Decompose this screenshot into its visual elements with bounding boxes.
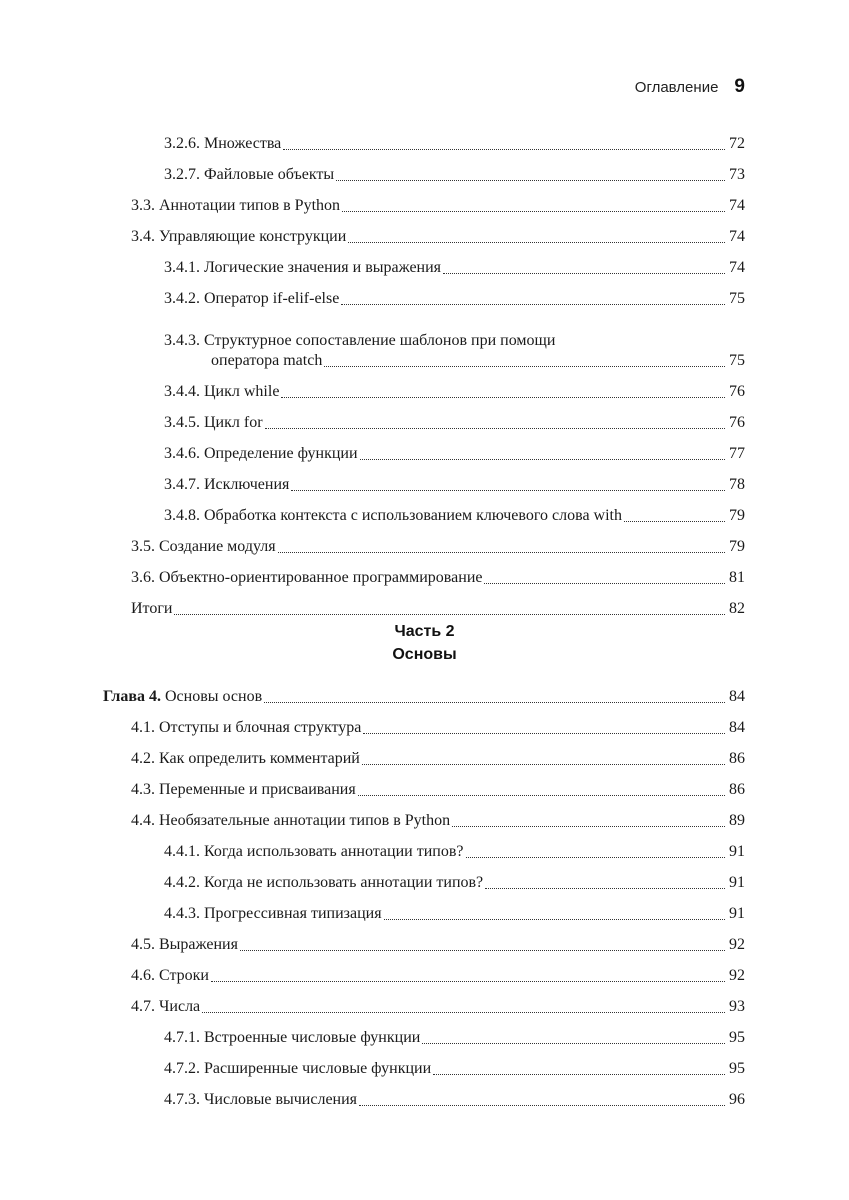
toc-entry-title: Цикл for: [204, 414, 263, 431]
toc-entry-number: 4.4.: [131, 812, 155, 829]
toc-entry-page: 75: [729, 352, 745, 369]
toc-entry-title: Создание модуля: [159, 538, 276, 555]
toc-entry-number: 3.4.8.: [164, 507, 200, 524]
toc-entry: [0, 831, 849, 862]
toc-entry: [0, 1048, 849, 1079]
toc-entry-number: 4.6.: [131, 967, 155, 984]
toc-entry-number: 4.7.3.: [164, 1091, 200, 1108]
leader-dots: [624, 521, 725, 522]
toc-entry-number: 3.4.6.: [164, 445, 200, 462]
toc-entry-page: 91: [729, 843, 745, 860]
leader-dots: [443, 273, 725, 274]
toc-entry-page: 92: [729, 967, 745, 984]
toc-entry-title: Аннотации типов в Python: [159, 197, 341, 214]
toc-entry: [0, 526, 849, 557]
toc-section-top: [0, 123, 849, 619]
toc-entry-page: 74: [729, 197, 745, 214]
toc-entry-title: Расширенные числовые функции: [204, 1060, 432, 1077]
toc-entry-title: Итоги: [131, 600, 173, 617]
toc-entry-number: 3.2.6.: [164, 135, 200, 152]
toc-entry: [0, 738, 849, 769]
toc-entry: [0, 371, 849, 402]
toc-entry-title: Исключения: [204, 476, 290, 493]
toc-entry-title: Управляющие конструкции: [159, 228, 347, 245]
toc-entry-number: 4.1.: [131, 719, 155, 736]
toc-entry: [0, 769, 849, 800]
toc-entry-title: Встроенные числовые функции: [204, 1029, 421, 1046]
toc-entry-title: Когда не использовать аннотации типов?: [204, 874, 484, 891]
toc-entry: [0, 402, 849, 433]
toc-entry-page: 79: [729, 507, 745, 524]
toc-entry: [0, 862, 849, 893]
toc-entry-page: 86: [729, 750, 745, 767]
leader-dots: [291, 490, 725, 491]
toc-entry-number: 3.3.: [131, 197, 155, 214]
toc-entry-title: Оператор if-elif-else: [204, 290, 340, 307]
leader-dots: [342, 211, 725, 212]
leader-dots: [240, 950, 725, 951]
leader-dots: [341, 304, 725, 305]
toc-entry-title: Структурное сопоставление шаблонов при помощи: [204, 332, 556, 349]
toc-entry-page: 81: [729, 569, 745, 586]
toc-entry-number: 4.2.: [131, 750, 155, 767]
toc-entry: [0, 588, 849, 619]
toc-entry: [0, 247, 849, 278]
toc-entry-number: 3.5.: [131, 538, 155, 555]
toc-entry-title: Необязательные аннотации типов в Python: [159, 812, 451, 829]
toc-entry-title: Обработка контекста с использованием ключевого слова with: [204, 507, 622, 524]
leader-dots: [422, 1043, 725, 1044]
leader-dots: [362, 764, 725, 765]
toc-entry: [0, 1079, 849, 1110]
toc-entry-page: 93: [729, 998, 745, 1015]
toc-entry-number: 4.4.3.: [164, 905, 200, 922]
toc-entry: [0, 278, 849, 309]
toc-entry: [0, 154, 849, 185]
toc-entry-title: Цикл while: [204, 383, 280, 400]
toc-entry-number: 3.2.7.: [164, 166, 200, 183]
toc-entry-page: 79: [729, 538, 745, 555]
toc-entry-title: Строки: [159, 967, 209, 984]
toc-entry-title: Отступы и блочная структура: [159, 719, 362, 736]
toc-entry-page: 96: [729, 1091, 745, 1108]
toc-entry: [0, 185, 849, 216]
toc-entry-page: 76: [729, 414, 745, 431]
part-label: Часть 2: [394, 623, 455, 640]
toc-entry-title: Переменные и присваивания: [159, 781, 356, 798]
toc-entry-title: Объектно-ориентированное программирование: [159, 569, 483, 586]
toc-entry-number: 3.4.: [131, 228, 155, 245]
toc-entry-page: 73: [729, 166, 745, 183]
part-title: Основы: [392, 646, 457, 663]
toc-entry-page: 91: [729, 905, 745, 922]
leader-dots: [211, 981, 725, 982]
leader-dots: [264, 702, 725, 703]
toc-entry: [0, 309, 849, 371]
toc-entry-page: 77: [729, 445, 745, 462]
leader-dots: [484, 583, 725, 584]
toc-entry-page: 84: [729, 719, 745, 736]
leader-dots: [360, 459, 725, 460]
toc-entry-number: 4.7.2.: [164, 1060, 200, 1077]
leader-dots: [278, 552, 725, 553]
toc-entry-title: Числа: [159, 998, 201, 1015]
toc-entry-title: Определение функции: [204, 445, 358, 462]
leader-dots: [359, 1105, 725, 1106]
toc-entry: [0, 433, 849, 464]
leader-dots: [202, 1012, 725, 1013]
toc-entry: [0, 464, 849, 495]
toc-entry-number: 3.4.3.: [164, 332, 200, 349]
toc-entry: [0, 986, 849, 1017]
toc-entry-page: 76: [729, 383, 745, 400]
toc-entry-number: 4.7.: [131, 998, 155, 1015]
toc-entry-page: 92: [729, 936, 745, 953]
leader-dots: [358, 795, 725, 796]
leader-dots: [466, 857, 726, 858]
page-number: 9: [734, 76, 745, 97]
toc-entry-number: 3.4.5.: [164, 414, 200, 431]
toc-entry-number: 4.3.: [131, 781, 155, 798]
toc-entry: [0, 707, 849, 738]
toc-entry-number: 3.4.4.: [164, 383, 200, 400]
leader-dots: [452, 826, 725, 827]
leader-dots: [363, 733, 725, 734]
toc-entry-number: 3.6.: [131, 569, 155, 586]
leader-dots: [336, 180, 725, 181]
leader-dots: [485, 888, 725, 889]
toc-entry-page: 74: [729, 228, 745, 245]
leader-dots: [324, 366, 725, 367]
leader-dots: [265, 428, 725, 429]
toc-entry-page: 72: [729, 135, 745, 152]
toc-entry-page: 78: [729, 476, 745, 493]
toc-entry-title: Прогрессивная типизация: [204, 905, 382, 922]
toc-entry-title: Когда использовать аннотации типов?: [204, 843, 464, 860]
leader-dots: [348, 242, 725, 243]
toc-entry-title: Логические значения и выражения: [204, 259, 442, 276]
leader-dots: [174, 614, 725, 615]
toc-entry-number: 4.4.2.: [164, 874, 200, 891]
toc-entry-number: 3.4.7.: [164, 476, 200, 493]
toc-entry-number: 4.5.: [131, 936, 155, 953]
leader-dots: [433, 1074, 725, 1075]
toc-entry-number: 4.4.1.: [164, 843, 200, 860]
toc-entry: [0, 800, 849, 831]
toc-entry-title: Выражения: [159, 936, 238, 953]
toc-entry: [0, 676, 849, 707]
toc-entry-page: 95: [729, 1060, 745, 1077]
toc-entry-number: Глава 4.: [103, 688, 161, 705]
toc-entry: [0, 924, 849, 955]
toc-entry: [0, 123, 849, 154]
running-head-title: Оглавление: [634, 79, 719, 96]
toc-entry-page: 89: [729, 812, 745, 829]
toc-entry-page: 75: [729, 290, 745, 307]
toc-entry-page: 74: [729, 259, 745, 276]
toc-entry-page: 91: [729, 874, 745, 891]
toc-entry-page: 95: [729, 1029, 745, 1046]
leader-dots: [281, 397, 725, 398]
toc-entry-page: 86: [729, 781, 745, 798]
toc-entry: [0, 557, 849, 588]
toc-entry: [0, 216, 849, 247]
toc-entry-number: 3.4.1.: [164, 259, 200, 276]
toc-entry-page: 82: [729, 600, 745, 617]
toc-entry-number: 3.4.2.: [164, 290, 200, 307]
toc-entry-title: Как определить комментарий: [159, 750, 360, 767]
leader-dots: [384, 919, 725, 920]
part-heading: [0, 620, 849, 666]
toc-entry-title: Числовые вычисления: [204, 1091, 358, 1108]
running-head: [635, 76, 745, 98]
toc-section-bottom: [0, 676, 849, 1110]
toc-entry: [0, 495, 849, 526]
toc-entry: [0, 955, 849, 986]
toc-entry-number: 4.7.1.: [164, 1029, 200, 1046]
toc-entry-title: Файловые объекты: [204, 166, 335, 183]
toc-entry-title: Основы основ: [165, 688, 263, 705]
toc-entry-title: Множества: [204, 135, 282, 152]
toc-entry: [0, 893, 849, 924]
leader-dots: [283, 149, 725, 150]
toc-entry: [0, 1017, 849, 1048]
toc-entry-page: 84: [729, 688, 745, 705]
toc-entry-title-cont: оператора match: [211, 352, 323, 369]
